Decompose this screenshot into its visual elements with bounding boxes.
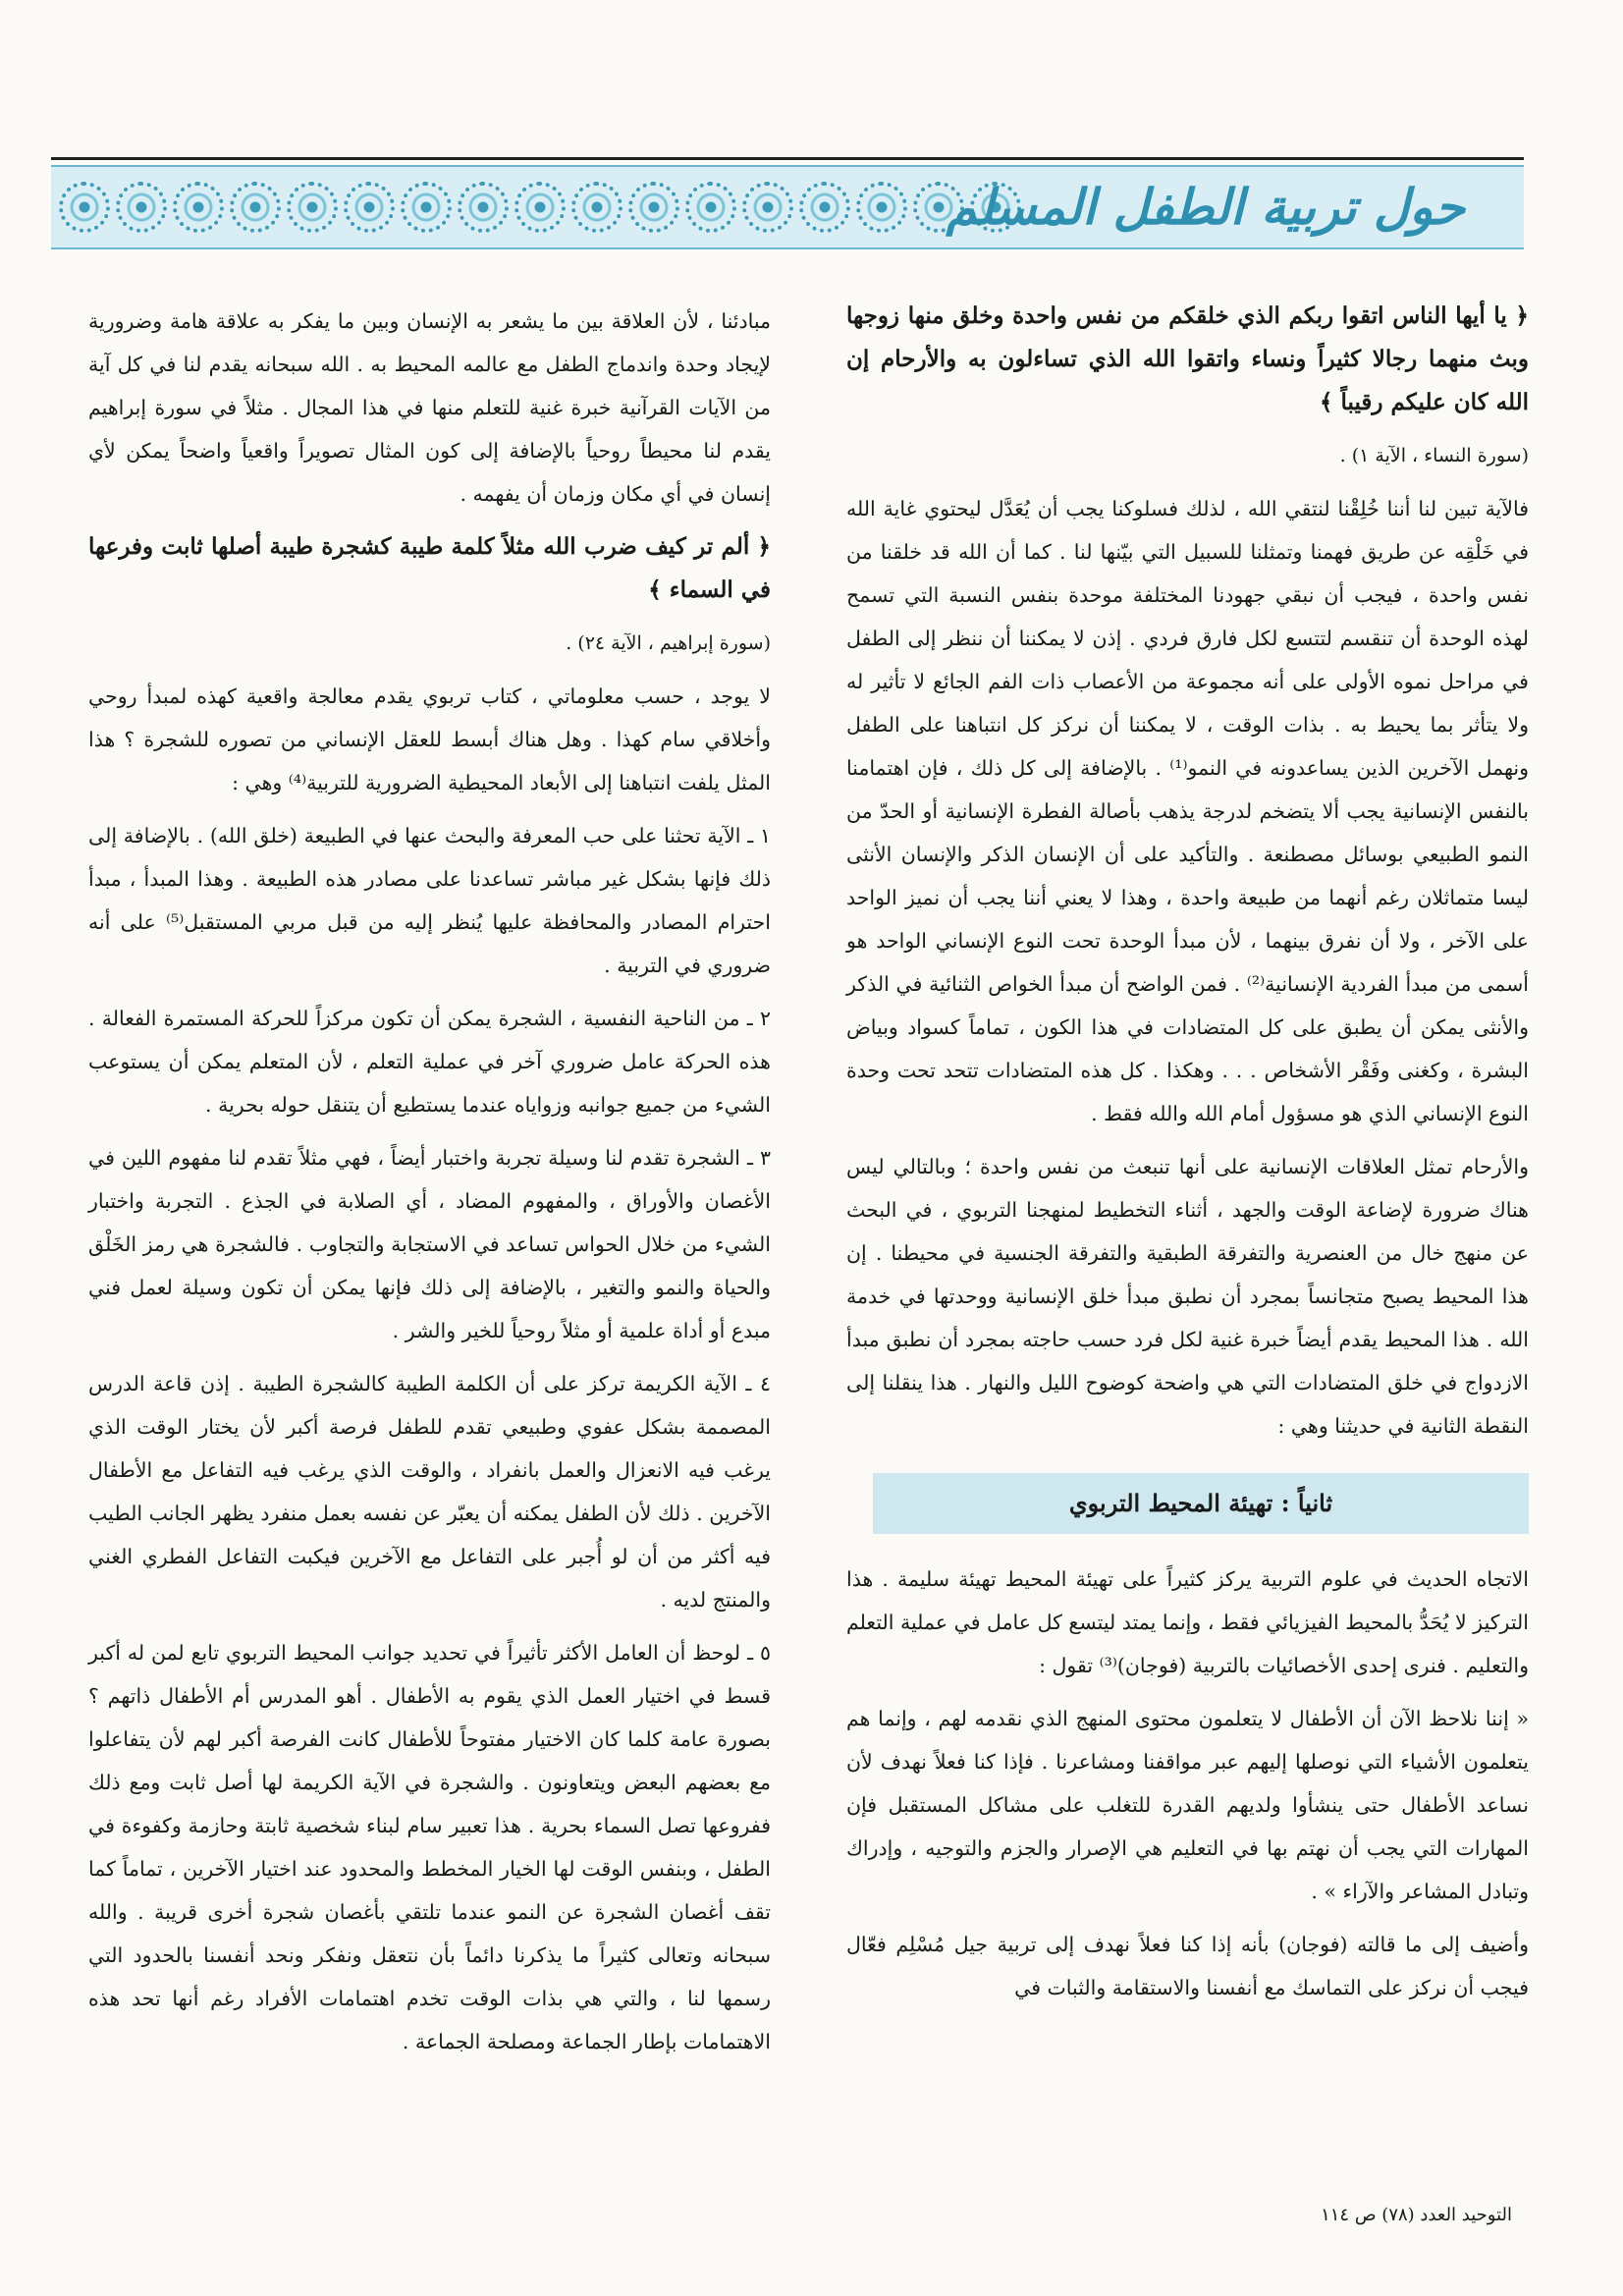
header-banner <box>51 165 1524 249</box>
paragraph: ٤ ـ الآية الكريمة تركز على أن الكلمة الطيبة كالشجرة الطيبة . إذن قاعة الدرس المصممة بشكل عفوي وطبيعي تقدم للطفل فرصة أكبر لأن يختار الوقت الذي يرغب فيه الانعزال والعمل بانفراد ، والوقت الذي يرغب فيه التفاعل مع الأطفال الآخرين . ذلك لأن الطفل يمكنه أن يعبّر عن نفسه بعمل منفرد يظهر الجانب الطيب فيه أكثر من أن لو أُجبر على التفاعل مع الآخرين فيكبت التفاعل الفطري الغني والمنتج لديه . <box>88 1372 771 1612</box>
page-footer: التوحيد العدد (٧٨) ص ١١٤ <box>1321 2205 1512 2225</box>
rosette-ornament <box>458 182 509 233</box>
rosette-ornament <box>799 182 850 233</box>
section-heading: ثانياً : تهيئة المحيط التربوي <box>873 1473 1529 1534</box>
quran-verse: ﴿ يا أيها الناس اتقوا ربكم الذي خلقكم من نفس واحدة وخلق منها زوجها وبث منهما رجالا كثيراً ونساء واتقوا الله الذي تساءلون به والأرحام إن الله كان عليكم رقيباً ﴾ <box>846 302 1529 415</box>
paragraph: ٣ ـ الشجرة تقدم لنا وسيلة تجربة واختبار أيضاً ، فهي مثلاً تقدم لنا مفهوم اللين في الأغصان والأوراق ، والمفهوم المضاد ، أي الصلابة في الجذع . التجربة واختبار الشيء من خلال الحواس تساعد في الاستجابة والتجاوب . فالشجرة هي رمز الخَلْق والحياة والنمو والتغير ، بالإضافة إلى ذلك فإنها يمكن أن تكون وسيلة لعمل فني مبدع أو أداة علمية أو مثلاً روحياً للخير والشر . <box>88 1146 771 1342</box>
header-rule <box>51 157 1524 160</box>
rosette-ornament <box>230 182 281 233</box>
verse-citation: (سورة النساء ، الآية ١) . <box>1339 445 1529 466</box>
rosette-ornament <box>685 182 736 233</box>
paragraph: ١ ـ الآية تحثنا على حب المعرفة والبحث عنها في الطبيعة (خلق الله) . بالإضافة إلى ذلك فإنها بشكل غير مباشر تساعدنا على مصادر هذه الطبيعة . وهذا المبدأ ، مبدأ احترام المصادر والمحافظة عليها يُنظر إليه من قبل مربي المستقبل⁽⁵⁾ على أنه ضروري في التربية . <box>88 824 771 977</box>
rosette-ornament <box>173 182 224 233</box>
paragraph: فالآية تبين لنا أننا خُلِقْنا لنتقي الله ، لذلك فسلوكنا يجب أن يُعَدَّل ليحتوي غاية الله في خَلْقِه عن طريق فهمنا وتمثلنا للسبيل التي بيّنها لنا . كما أن الله قد خلقنا من نفس واحدة ، فيجب أن نبقي جهودنا المختلفة موحدة بنفس النسبة التي تسمح لهذه الوحدة أن تنقسم لتتسع لكل فارق فردي . إذن لا يمكننا أن ننظر إلى الطفل في مراحل نموه الأولى على أنه مجموعة من الأعصاب ذات الفم الجائع لا تأثير له ولا يتأثر بما يحيط به . بذات الوقت ، لا يمكننا أن نركز كل انتباهنا على الطفل ونهمل الآخرين الذين يساعدونه في النمو⁽¹⁾ . بالإضافة إلى كل ذلك ، فإن اهتمامنا بالنفس الإنسانية يجب ألا يتضخم لدرجة يذهب بأصالة الفطرة الإنسانية أو الحدّ من النمو الطبيعي بوسائل مصطنعة . والتأكيد على أن الإنسان الذكر والإنسان الأنثى ليسا متماثلان رغم أنهما من طبيعة واحدة ، وهذا لا يعني أننا يجب أن نميز الواحد على الآخر ، ولا أن نفرق بينهما ، لأن مبدأ الوحدة تحت النوع الإنساني الواحد هو أسمى من مبدأ الفردية الإنسانية⁽²⁾ . فمن الواضح أن مبدأ الخواص الثنائية في الذكر والأنثى يمكن أن يطبق على كل المتضادات في هذا الكون ، تماماً كسواد وبياض البشرة ، وكغنى وفَقْر الأشخاص . . . وهكذا . كل هذه المتضادات تتحد تحت وحدة النوع الإنساني الذي هو مسؤول أمام الله والله فقط . <box>846 497 1530 1125</box>
paragraph: وأضيف إلى ما قالته (فوجان) بأنه إذا كنا فعلاً نهدف إلى تربية جيل مُسْلِم فعّال فيجب أن نركز على التماسك مع أنفسنا والاستقامة والثبات في <box>846 1933 1529 1999</box>
paragraph: ٢ ـ من الناحية النفسية ، الشجرة يمكن أن تكون مركزاً للحركة المستمرة الفعالة . هذه الحركة عامل ضروري آخر في عملية التعلم ، لأن المتعلم يمكن أن يستوعب الشيء من جميع جوانبه وزواياه عندما يستطيع أن يتنقل حوله بحرية . <box>88 1007 771 1117</box>
rosette-ornament <box>742 182 793 233</box>
paragraph: الاتجاه الحديث في علوم التربية يركز كثيراً على تهيئة المحيط تهيئة سليمة . هذا التركيز لا يُحَدُّ بالمحيط الفيزيائي فقط ، وإنما يمتد ليتسع كل عامل في عملية التعلم والتعليم . فنرى إحدى الأخصائيات بالتربية (فوجان)⁽³⁾ تقول : <box>846 1567 1529 1677</box>
rosette-ornament <box>116 182 167 233</box>
paragraph: ٥ ـ لوحظ أن العامل الأكثر تأثيراً في تحديد جوانب المحيط التربوي تابع لمن له أكبر قسط في اختيار العمل الذي يقوم به الأطفال . أهو المدرس أم الأطفال ذاتهم ؟ بصورة عامة كلما كان الاختيار مفتوحاً للأطفال كانت الفرصة أكبر لهم لأن يتفاعلوا مع بعضهم البعض ويتعاونون . والشجرة في الآية الكريمة لها أصل ثابت ومع ذلك ففروعها تصل السماء بحرية . هذا تعبير سام لبناء شخصية ثابتة وحازمة وكفوءة في الطفل ، وبنفس الوقت لها الخيار المخطط والمحدود عند اختيار الآخرين ، تماماً كما تقف أغصان الشجرة عن النمو عندما تلتقي بأغصان شجرة أخرى قريبة . والله سبحانه وتعالى كثيراً ما يذكرنا دائماً بأن نتعقل ونفكر ونحد أنفسنا بالحدود التي رسمها لنا ، والتي هي بذات الوقت تخدم اهتمامات الأفراد رغم أنها تحد هذه الاهتمامات بإطار الجماعة ومصلحة الجماعة . <box>88 1641 771 2053</box>
paragraph: لا يوجد ، حسب معلوماتي ، كتاب تربوي يقدم معالجة واقعية كهذه لمبدأ روحي وأخلاقي سام كهذا . وهل هناك أبسط للعقل الإنساني من تصوره للشجرة ؟ هذا المثل يلفت انتباهنا إلى الأبعاد المحيطية الضرورية للتربية⁽⁴⁾ وهي : <box>88 684 771 794</box>
rosette-ornament <box>287 182 338 233</box>
rosette-ornament <box>856 182 907 233</box>
section-title: حول تربية الطفل المسلم <box>946 178 1465 236</box>
paragraph: « إننا نلاحظ الآن أن الأطفال لا يتعلمون محتوى المنهج الذي نقدمه لهم ، وإنما هم يتعلمون الأشياء التي نوصلها إليهم عبر مواقفنا ومشاعرنا . فإذا كنا فعلاً نهدف لأن نساعد الأطفال حتى ينشأوا ولديهم القدرة للتغلب على مشاكل المستقبل فإن المهارات التي يجب أن نهتم بها في التعليم هي الإصرار والجزم والتوجيه ، وإدراك وتبادل المشاعر والآراء » . <box>846 1707 1529 1903</box>
rosette-ornament <box>628 182 679 233</box>
banner-ornament <box>59 177 1060 238</box>
verse-citation: (سورة إبراهيم ، الآية ٢٤) . <box>566 632 771 654</box>
paragraph: مبادئنا ، لأن العلاقة بين ما يشعر به الإنسان وبين ما يفكر به علاقة هامة وضرورية لإيجاد وحدة واندماج الطفل مع عالمه المحيط به . الله سبحانه يقدم لنا في كل آية من الآيات القرآنية خبرة غنية للتعلم منها في هذا المجال . مثلاً في سورة إبراهيم يقدم لنا محيطاً روحياً بالإضافة إلى كون المثال تصويراً واقعياً واضحاً يمكن لأي إنسان في أي مكان وزمان أن يفهمه . <box>88 309 771 506</box>
right-column <box>846 295 1529 2019</box>
rosette-ornament <box>571 182 622 233</box>
rosette-ornament <box>59 182 110 233</box>
rosette-ornament <box>401 182 452 233</box>
rosette-ornament <box>514 182 566 233</box>
left-column <box>88 300 771 2073</box>
quran-verse: ﴿ ألم تر كيف ضرب الله مثلاً كلمة طيبة كشجرة طيبة أصلها ثابت وفرعها في السماء ﴾ <box>88 533 771 603</box>
rosette-ornament <box>344 182 395 233</box>
paragraph: والأرحام تمثل العلاقات الإنسانية على أنها تنبعث من نفس واحدة ؛ وبالتالي ليس هناك ضرورة لإضاعة الوقت والجهد ، أثناء التخطيط لمنهجنا التربوي ، في البحث عن منهج خال من العنصرية والتفرقة الطبقية والتفرقة الجنسية في محيطنا . إن هذا المحيط يصبح متجانساً بمجرد أن نطبق مبدأ خلق الإنسانية ووحدتها في خدمة الله . هذا المحيط يقدم أيضاً خبرة غنية لكل فرد حسب حاجته بمجرد أن نطبق مبدأ الازدواج في خلق المتضادات التي هي واضحة كوضوح الليل والنهار . هذا ينقلنا إلى النقطة الثانية في حديثنا وهي : <box>846 1155 1529 1438</box>
